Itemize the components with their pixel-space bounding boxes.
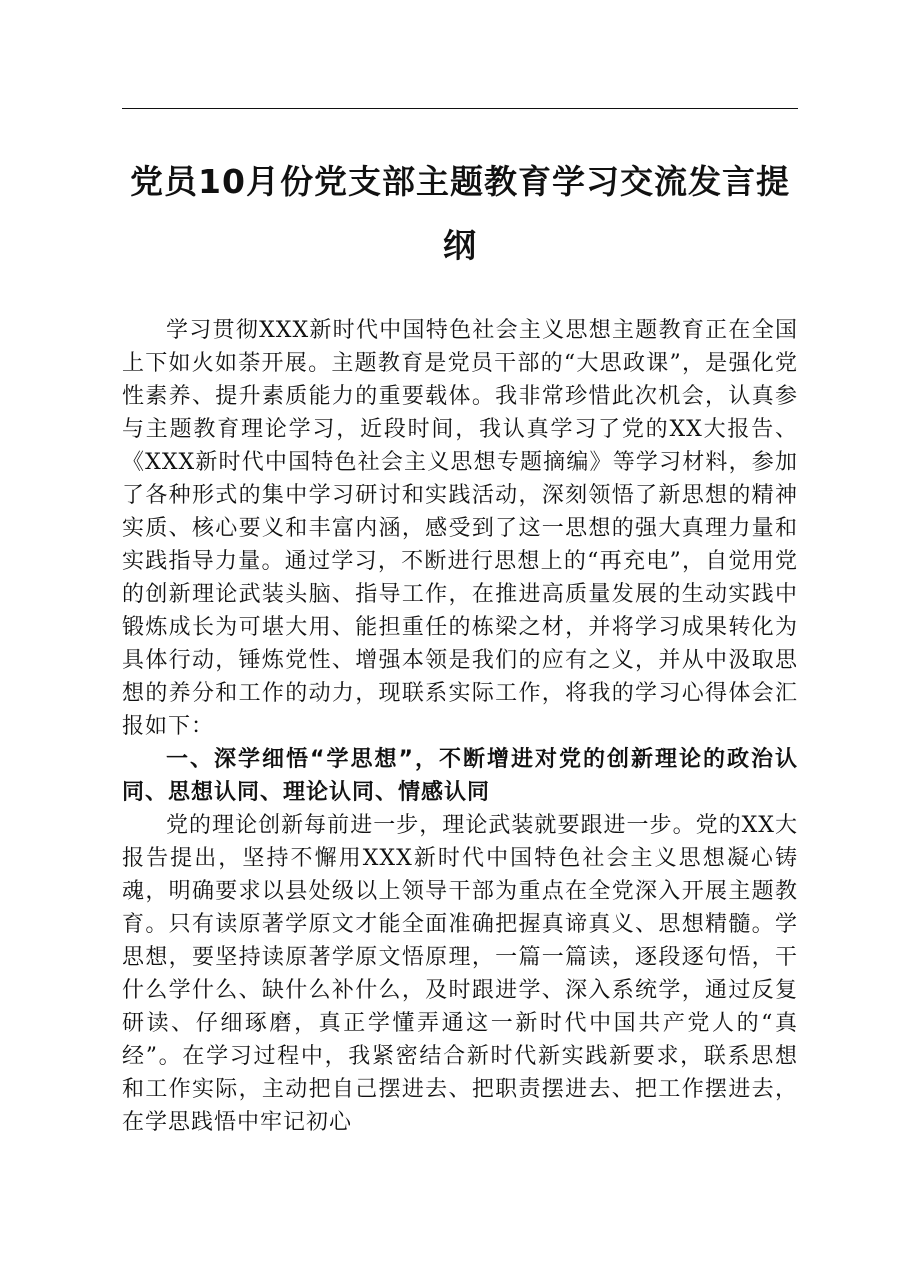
intro-paragraph: 学习贯彻XXX新时代中国特色社会主义思想主题教育正在全国上下如火如荼开展。主题教育是党员干部的“大思政课”，是强化党性素养、提升素质能力的重要载体。我非常珍惜此次机会，认真参与主题教育理论学习，近段时间，我认真学习了党的XX大报告、《XXX新时代中国特色社会主义思想专题摘编》等学习材料，参加了各种形式的集中学习研讨和实践活动，深刻领悟了新思想的精神实质、核心要义和丰富内涵，感受到了这一思想的强大真理力量和实践指导力量。通过学习，不断进行思想上的“再充电”，自觉用党的创新理论武装头脑、指导工作，在推进高质量发展的生动实践中锻炼成长为可堪大用、能担重任的栋梁之材，并将学习成果转化为具体行动，锤炼党性、增强本领是我们的应有之义，并从中汲取思想的养分和工作的动力，现联系实际工作，将我的学习心得体会汇报如下： xyxy=(122,318,798,739)
document-title: 党员10月份党支部主题教育学习交流发言提纲 xyxy=(130,162,790,265)
section-1-paragraph: 党的理论创新每前进一步，理论武装就要跟进一步。党的XX大报告提出，坚持不懈用XXX新时代中国特色社会主义思想凝心铸魂，明确要求以县处级以上领导干部为重点在全党深入开展主题教育。只有读原著学原文才能全面准确把握真谛真义、思想精髓。学思想，要坚持读原著学原文悟原理，一篇一篇读，逐段逐句悟，干什么学什么、缺什么补什么，及时跟进学、深入系统学，通过反复研读、仔细琢磨，真正学懂弄通这一新时代中国共产党人的“真经”。在学习过程中，我紧密结合新时代新实践新要求，联系思想和工作实际，主动把自己摆进去、把职责摆进去、把工作摆进去，在学思践悟中牢记初心 xyxy=(122,813,798,1135)
section-heading-1: 一、深学细悟“学思想”，不断增进对党的创新理论的政治认同、思想认同、理论认同、情感认同 xyxy=(122,747,798,805)
document-body xyxy=(122,314,798,1139)
header-rule xyxy=(122,108,798,109)
